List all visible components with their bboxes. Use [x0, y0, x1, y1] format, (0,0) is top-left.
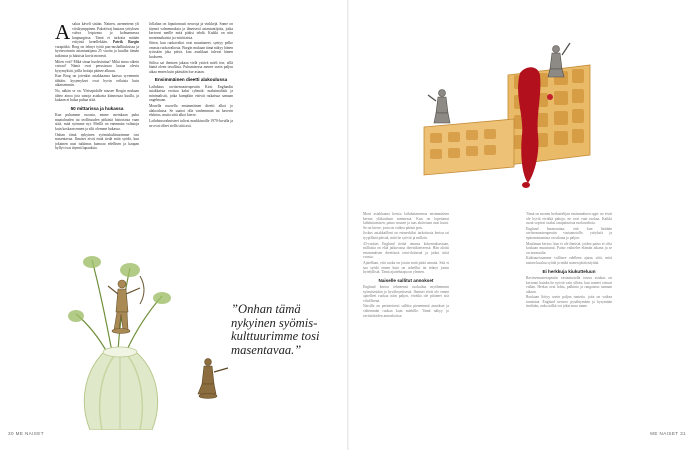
- expert-name: Patrik Borgin: [112, 40, 139, 45]
- body-paragraph: Monella nuorella ensimmäinen dieetti alkoi jo alakoulussa. Se saattoi olla vanhemman tai kaverin ehdotus, mutta siitä alkoi kierre.: [149, 104, 233, 118]
- page-number-left: 30 ME NAISET: [8, 431, 44, 436]
- intro-paragraph: Asakas käveli sisään. Nainen, asennetenn yli viisikymppinen. Pakotiivaj hautaus yrityksen vahva leipiomo: jo kolmannessa kaupungissa. Tämä ei tarkoita mitään erityistä kenellekään. Patrik Borgin varapäikö. Borg on tehnyt työtä pan-nushallituksissa ja hyvinvoinnin asiantuntijana 25 vuotta ja kuullut tämän tutkintoa ja lukuisia kuvia monesti.: [55, 22, 139, 58]
- pull-quote: ”Onhan tämä nykyinen syömiskulttuurimme tosi masentavaa.”: [231, 302, 320, 357]
- body-paragraph: Laihdutus ravitsemusterapeutin Kirsi Englundin asiakkaista erottuu kaksi ryhmää: maksimalistit ja minimalistit, jotka kumpikin etsivät ratkaisua samaan ongelmaan.: [149, 84, 233, 103]
- body-paragraph: Maaliman kertoo, kun ei ole ihmisiä, joiden paino ei olisi koskaan muuttunut. Paino vaihtelee elämän aikana ja se on normaalia.: [526, 241, 612, 255]
- body-paragraph: Tämä on monen herkuttelijan ensimmäinen oppi: ne eivät ole hyviä eivätkä pahoja, ne ovat vain ruokaa. Kaikki ruoat sopivat osaksi tasapainoista ruokavaliota.: [526, 212, 612, 226]
- left-column-1: [55, 22, 139, 270]
- body-paragraph: Kun Borg on jotenkin asiakkaansa kanssa syvemmin tähtäin, kysymykset ovat hyvin erilaisia kuin aikaisemmin.: [55, 74, 139, 88]
- body-paragraph: Laihdutusvalmisteet tulivat markkinoille 1970-luvulla ja ne ovat olleet siellä siitä asti.: [149, 119, 233, 128]
- body-paragraph: Englund kertoo tehneensä ruokailua myöhemmin syömisestään ja hyväksymisestä. Ihmiset eivät ole ennen ajatelleet ruokaa näin paljon, eivätkä ole pitäneet sitä vihollisena.: [363, 285, 449, 303]
- body-paragraph: Naisille on perinteisesti sallittu pienemmät annokset ja vähemmän ruokaa kuin miehille. Tämä näkyy jo ravintoloiden annoskoissa.: [363, 304, 449, 318]
- body-paragraph: Joskus asiakkailleni on esimerkiksi tarkoitusta kertoa tai tyypillistä päivää, mitä he syövät ja milloin.: [363, 231, 449, 240]
- waffle-knights-image: [380, 35, 620, 195]
- body-paragraph: Kulttuurissamme vallitsee edelleen ajatus siitä, mitä naisen kuuluu syödä ja miltä naisen pitää näyttää.: [526, 256, 612, 266]
- right-column-2: [526, 212, 612, 430]
- body-paragraph: No, nähän se on. Yleisepidalle nousee Borgin mukaan iäheo ainoa jota sanoja asiakasta kiinnostaa kuulla, ja kukaan ei halua puhua siitä.: [55, 89, 139, 103]
- page-gutter: [347, 0, 349, 450]
- subheading: Ei herkkuja kiukutteluun: [542, 268, 596, 274]
- body-paragraph: Onhan tämä nykyinen syömiskulttuurimme tosi masentavaa. Ihmiset eivät enää tiedä mitä syödä, kun jokainen uusi tutkimus kumoaa edellisen ja kaupan hyllyt ovat täynnä lupauksia.: [55, 132, 139, 151]
- subheading: Ensimmäinen dieetti alakoulussa: [154, 77, 228, 83]
- right-column-1: [363, 212, 449, 430]
- subheading: 50 mittarissa ja hukassa: [70, 105, 124, 111]
- left-column-2: [149, 22, 233, 270]
- body-paragraph: Englund huomauttaa, että kun lisätään ravitsemusterapeutin vastaanotolle, yrityksiä ja epäonnistumisia on takana jo paljon.: [526, 226, 612, 240]
- body-paragraph: Jollahan on loputtomasti neuvoja ja vinkkejä. Some on täynnä valmennuksia ja ilmeisesti asiantuntijoita, jotka kertovat meille mitä pitäisi tehdä. Kaikki on niin monimutkaista ja ristiriitaista.: [149, 22, 233, 40]
- body-paragraph: 43-vuotias Englund tietää omasta kokemuksestaan, millaista on elää jatkuvassa dieettikierteessä. Hän aloitti ensimmäisen dieettinsä teini-ikäisenä ja jatkoi niitä vuosia.: [363, 241, 449, 260]
- body-paragraph: Moni asiakkaana kertoo laihduttaneensa ensimmäisen kerran yläkouluun mennessä. Kun on lopettanut laihduttamisen, paino nousee ja taas aloitetaan uusi kuuri. Se on kierre, josta on vaikea päästä pois.: [363, 212, 449, 230]
- subheading: Naiselle sallitut annokset: [378, 277, 434, 283]
- body-paragraph: Ruokaan liittyy usein paljon tunteita, joita on vaikea tunnistaa. Englund neuvoo pysähtymään ja kysymään itseltään, onko nälkä vai jokin muu tunne.: [526, 295, 612, 309]
- body-paragraph: Miten voit? Mikä sinua huolestuttaa? Mikä sinua oikein vaivaa? Nämä ovat perustavaa laatua olevia kysymyksiä, joilla hoitaja pääsee alkuun.: [55, 59, 139, 73]
- fennel-archer-image: [40, 240, 240, 430]
- body-paragraph: Ajatellaan, että ruoka on jotain mitä pitää ansaita. Sitä ei saa syödä ennen kuin on urheillut tai tehnyt jotain hyödyllistä. Tämä ajattelutapa on yleinen.: [363, 261, 449, 275]
- body-paragraph: Stiltsu sai ihmisen jakaaa vielä ystävä mieli itse, sillä häntä oleen tavallisia. Puhumisessa menee usein paljon aikaa ennen kuin päästään itse asiaan.: [149, 60, 233, 74]
- drop-cap: A: [55, 22, 71, 44]
- body-paragraph: Ravitsemusterapeutin vastaanotolla istuva asiakas on kertonut kuinka he syövät vain silloin, kun tunteet ottavat vallan. Herkut ovat lohtu, palkinto ja rangaistus samaan aikaan.: [526, 275, 612, 294]
- body-paragraph: Kun puhumme ruoasta, emme useinkaan puhu maatalouden tai teollisuuden pitkästä historiasta vaan siitä, mitä syömme nyt. Meillä on enemmän valintoja kuin koskaan ennen ja silti olemme hukassa.: [55, 113, 139, 131]
- page-number-right: ME NAISET 31: [650, 431, 686, 436]
- body-paragraph: Sitten, kun ruokavaliot ovat muuttuneet, syntyy pelko omasta ruokavaliosta. Borgin mukaan tämä näkyy hänen työssään joka päivä, kun asiakkaat tulevat hänen luokseen.: [149, 41, 233, 60]
